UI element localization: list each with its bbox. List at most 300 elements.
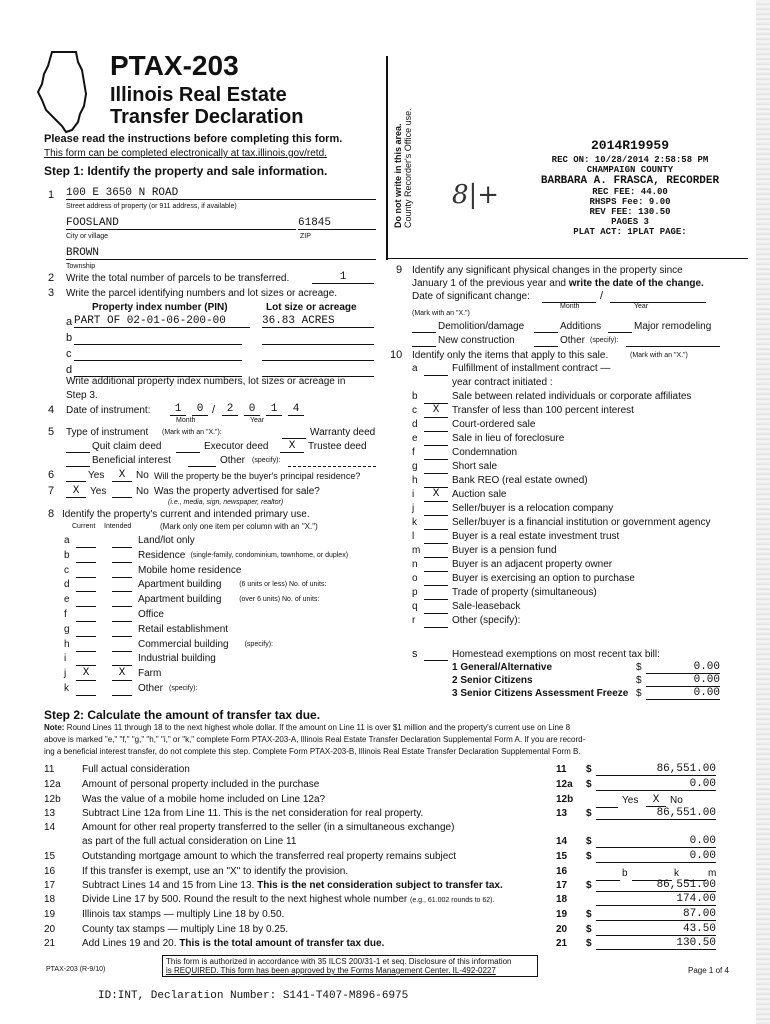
illinois-state-outline-icon bbox=[32, 48, 96, 134]
current-use-checkbox[interactable] bbox=[76, 578, 96, 592]
stamp-pages: PAGES 3 bbox=[611, 217, 649, 227]
mobile-home-yes-checkbox[interactable] bbox=[596, 806, 618, 808]
use-label: Land/lot only bbox=[138, 535, 195, 546]
intended-use-checkbox[interactable] bbox=[112, 578, 132, 592]
calc-line-desc: Subtract Line 12a from Line 11. This is the net consideration for real property. bbox=[82, 808, 424, 819]
sale-letter: g bbox=[412, 461, 418, 472]
use-label: Retail establishment bbox=[138, 623, 229, 635]
line3-text: Write the parcel identifying numbers and lot sizes or acreage. bbox=[66, 288, 338, 299]
pin-field[interactable]: PART OF 02-01-06-200-00 bbox=[74, 315, 250, 328]
current-use-checkbox[interactable] bbox=[76, 593, 96, 607]
use-label: Residence bbox=[138, 549, 186, 561]
current-use-checkbox[interactable]: X bbox=[76, 667, 96, 681]
use-letter: h bbox=[64, 638, 70, 650]
advertised-yes-label: Yes bbox=[90, 486, 107, 497]
other-change-specify: (specify): bbox=[590, 337, 619, 344]
sale-condition-label: Seller/buyer is a financial institution or government agency bbox=[452, 517, 711, 528]
sale-condition-label: Buyer is an adjacent property owner bbox=[452, 559, 613, 570]
calc-line-example: (e.g., 61.002 rounds to 62). bbox=[410, 897, 495, 904]
calc-line-desc: Amount of personal property included in the purchase bbox=[82, 779, 320, 790]
step2-heading: Step 2: Calculate the amount of transfer tax due. bbox=[44, 708, 321, 722]
principal-residence-yes-checkbox[interactable] bbox=[66, 480, 86, 482]
sale-letter: l bbox=[412, 531, 415, 542]
use-letter: a bbox=[64, 535, 70, 546]
step2-note1: Round Lines 11 through 18 to the next highest whole dollar. If the amount on Line 11 is over $1 million and the property's current use on Line 8 bbox=[66, 723, 571, 732]
calc-line-text bbox=[82, 938, 384, 949]
form-title-line1: Illinois Real Estate bbox=[110, 84, 287, 106]
sale-condition-label: Buyer is a real estate investment trust bbox=[452, 531, 620, 542]
calc-amount-field[interactable]: 0.00 bbox=[596, 850, 716, 863]
line2-text: Write the total number of parcels to be transferred. bbox=[66, 273, 290, 284]
beneficial-interest-checkbox[interactable] bbox=[66, 465, 90, 467]
use-letter: b bbox=[64, 549, 70, 561]
calc-line-text bbox=[82, 851, 456, 862]
calc-line-text bbox=[82, 880, 503, 891]
pin-field[interactable] bbox=[74, 347, 242, 361]
instructions-bold: Please read the instructions before completing this form. bbox=[44, 133, 343, 145]
intended-use-checkbox[interactable] bbox=[112, 593, 132, 607]
principal-residence-no-label: No bbox=[136, 470, 149, 481]
dollar-sign: $ bbox=[586, 808, 592, 819]
use-label: Industrial building bbox=[138, 653, 216, 665]
dollar-sign: $ bbox=[586, 764, 592, 775]
line9-text1: Identify any significant physical changes in the property since bbox=[412, 265, 683, 276]
use-letter: d bbox=[64, 579, 70, 591]
stamp-doc-number: 2014R19959 bbox=[590, 138, 669, 153]
exempt-k-label: k bbox=[674, 868, 679, 879]
pin-row-letter: b bbox=[66, 332, 73, 344]
pin-row-letter: d bbox=[66, 364, 73, 376]
sale-letter: q bbox=[412, 601, 418, 612]
demolition-label: Demolition/damage bbox=[438, 321, 525, 332]
use-extra: (specify): bbox=[169, 685, 198, 692]
sale-condition-checkbox[interactable] bbox=[424, 460, 448, 474]
sale-condition-checkbox[interactable] bbox=[424, 474, 448, 488]
line9-mark-note: (Mark with an "X.") bbox=[412, 310, 470, 317]
intended-use-checkbox[interactable] bbox=[112, 682, 132, 696]
date-month-digit2[interactable]: 0 bbox=[192, 403, 208, 416]
additional-pins-step3: Step 3. bbox=[66, 390, 98, 401]
other-instrument-checkbox[interactable] bbox=[188, 465, 216, 467]
line7-number: 7 bbox=[48, 485, 55, 497]
dollar-sign: $ bbox=[586, 851, 592, 862]
calc-line-desc: Subtract Lines 14 and 15 from Line 13. bbox=[82, 880, 255, 891]
stamp-county: CHAMPAIGN COUNTY bbox=[586, 165, 674, 175]
declaration-number: ID:INT, Declaration Number: S141-T407-M896-6975 bbox=[98, 990, 409, 1002]
lot-size-field[interactable]: 36.83 ACRES bbox=[262, 315, 374, 328]
calc-amount-field[interactable]: 86,551.00 bbox=[596, 763, 716, 776]
executor-deed-label: Executor deed bbox=[204, 441, 269, 452]
lot-size-field[interactable] bbox=[262, 363, 374, 377]
step1-heading: Step 1: Identify the property and sale information. bbox=[44, 164, 328, 178]
sale-condition-checkbox[interactable] bbox=[424, 544, 448, 558]
intended-use-checkbox[interactable] bbox=[112, 638, 132, 652]
calc-line-text bbox=[82, 794, 325, 805]
calc-amount-field[interactable]: 0.00 bbox=[596, 835, 716, 848]
line8-mark-note: (Mark only one item per column with an "X.") bbox=[160, 522, 318, 531]
city-caption: City or village bbox=[66, 233, 109, 240]
other-change-field[interactable] bbox=[626, 345, 720, 347]
current-use-checkbox[interactable] bbox=[76, 549, 96, 563]
sale-letter: r bbox=[412, 615, 416, 626]
principal-residence-no-checkbox[interactable]: X bbox=[112, 469, 132, 482]
pin-row-letter: c bbox=[66, 348, 72, 360]
current-use-checkbox[interactable] bbox=[76, 534, 96, 548]
sale-condition-checkbox[interactable]: X bbox=[424, 404, 448, 418]
demolition-checkbox[interactable] bbox=[412, 331, 436, 333]
line9-number: 9 bbox=[396, 264, 403, 276]
calc-line-number: 11 bbox=[44, 764, 55, 775]
sale-condition-checkbox[interactable] bbox=[424, 614, 448, 628]
exemption-amount-field[interactable]: 0.00 bbox=[646, 661, 720, 674]
intended-use-checkbox[interactable] bbox=[112, 534, 132, 548]
calc-line-ref: 13 bbox=[556, 808, 568, 819]
step2-note-label: Note: bbox=[44, 723, 65, 732]
exempt-m-label: m bbox=[708, 868, 717, 879]
sale-condition-label: year contract initiated : bbox=[452, 377, 553, 388]
other-change-checkbox[interactable] bbox=[534, 345, 558, 347]
zip-caption: ZIP bbox=[300, 233, 311, 240]
lot-column-header: Lot size or acreage bbox=[266, 302, 357, 313]
exemption-label: 3 Senior Citizens Assessment Freeze bbox=[452, 688, 629, 699]
sale-letter: b bbox=[412, 391, 418, 402]
calc-line-ref: 15 bbox=[556, 851, 568, 862]
quit-claim-label: Quit claim deed bbox=[92, 441, 162, 452]
line8-number: 8 bbox=[48, 508, 55, 520]
trustee-deed-checkbox[interactable]: X bbox=[280, 440, 304, 453]
date-month-caption: Month bbox=[176, 417, 196, 424]
sale-condition-checkbox[interactable] bbox=[424, 390, 448, 404]
sale-condition-checkbox[interactable] bbox=[424, 516, 448, 530]
sale-condition-checkbox[interactable] bbox=[424, 572, 448, 586]
use-letter: f bbox=[64, 609, 67, 620]
dollar-sign: $ bbox=[586, 924, 592, 935]
calc-line-ref: 12b bbox=[556, 794, 574, 805]
other-instrument-specify: (specify): bbox=[252, 457, 281, 464]
sale-letter: a bbox=[412, 363, 418, 374]
line5-text: Type of instrument bbox=[66, 427, 149, 438]
sale-letter: f bbox=[412, 447, 415, 458]
sale-condition-checkbox[interactable] bbox=[424, 558, 448, 572]
authorization-line1: This form is authorized in accordance with 35 ILCS 200/31-1 et seq. Disclosure of this information bbox=[166, 957, 512, 966]
county-box-bottom bbox=[386, 258, 748, 259]
line2-number: 2 bbox=[48, 272, 55, 284]
mobile-home-no-checkbox[interactable]: X bbox=[646, 794, 666, 807]
line9-text2b: write the date of the change. bbox=[568, 278, 704, 289]
sale-condition-checkbox[interactable] bbox=[424, 362, 448, 376]
use-letter: c bbox=[64, 564, 69, 576]
dollar-sign: $ bbox=[586, 909, 592, 920]
calc-line-text bbox=[82, 894, 494, 905]
sale-condition-label: Court-ordered sale bbox=[452, 419, 536, 430]
current-use-checkbox[interactable] bbox=[76, 682, 96, 696]
remodeling-checkbox[interactable] bbox=[608, 331, 632, 333]
sale-condition-label: Fulfillment of installment contract — bbox=[452, 363, 611, 374]
intended-use-checkbox[interactable] bbox=[112, 652, 132, 666]
calc-amount-field[interactable]: 174.00 bbox=[596, 893, 716, 906]
recorder-stamp bbox=[520, 138, 740, 237]
change-year-field[interactable] bbox=[610, 301, 706, 303]
stamp-rhsps-fee: RHSPS Fee: 9.00 bbox=[589, 197, 671, 207]
warranty-deed-checkbox[interactable] bbox=[282, 437, 306, 439]
change-month-caption: Month bbox=[560, 303, 580, 310]
sale-letter: p bbox=[412, 587, 418, 598]
advertised-yes-checkbox[interactable]: X bbox=[66, 485, 86, 498]
step2-note-line1 bbox=[44, 723, 570, 732]
other-instrument-label: Other bbox=[220, 455, 246, 466]
form-id: PTAX-203 (R-9/10) bbox=[46, 966, 106, 973]
trustee-deed-label: Trustee deed bbox=[308, 441, 367, 452]
sale-condition-label: Trade of property (simultaneous) bbox=[452, 587, 597, 598]
line5-number: 5 bbox=[48, 426, 55, 438]
township-field[interactable]: BROWN bbox=[66, 247, 376, 260]
use-letter: e bbox=[64, 594, 70, 606]
sale-condition-label: Sale-leaseback bbox=[452, 601, 521, 612]
calc-amount-field[interactable]: 43.50 bbox=[596, 923, 716, 936]
step2-note-line3: ing a beneficial interest transfer, do not complete this step. Complete Form PTAX-203-B, Illinois Real Estate Transfer Declaration Supplemental Form B. bbox=[44, 747, 581, 756]
township-caption: Township bbox=[66, 263, 96, 270]
use-label: Commercial building bbox=[138, 638, 229, 650]
sale-condition-checkbox[interactable] bbox=[424, 432, 448, 446]
calc-line-number: 12a bbox=[44, 779, 61, 790]
line3-number: 3 bbox=[48, 287, 55, 299]
current-use-checkbox[interactable] bbox=[76, 652, 96, 666]
use-label: Apartment building bbox=[138, 579, 222, 591]
line4-text: Date of instrument: bbox=[66, 405, 151, 416]
exemption-amount-field[interactable]: 0.00 bbox=[646, 687, 720, 700]
calc-amount-field[interactable]: 0.00 bbox=[596, 778, 716, 791]
line1-number: 1 bbox=[48, 189, 55, 201]
calc-line-desc: Was the value of a mobile home included on Line 12a? bbox=[82, 794, 326, 805]
intended-use-checkbox[interactable] bbox=[112, 549, 132, 563]
calc-line-number: 19 bbox=[44, 909, 56, 920]
use-letter: g bbox=[64, 623, 70, 635]
additions-label: Additions bbox=[560, 321, 602, 332]
line5-mark-note: (Mark with an "X."): bbox=[162, 429, 222, 436]
use-letter: k bbox=[64, 683, 69, 694]
homestead-text: Homestead exemptions on most recent tax bill: bbox=[452, 649, 660, 660]
calc-line-number: 17 bbox=[44, 880, 56, 891]
other-change-label: Other bbox=[560, 335, 586, 346]
additional-pins-text: Write additional property index numbers, lot sizes or acreage in bbox=[66, 376, 346, 387]
authorization-box bbox=[162, 955, 538, 977]
advertised-no-label: No bbox=[136, 486, 149, 497]
sale-condition-label: Seller/buyer is a relocation company bbox=[452, 503, 614, 514]
do-not-write-label: Do not write in this area. bbox=[393, 123, 403, 228]
stamp-rev-fee: REV FEE: 130.50 bbox=[589, 207, 671, 217]
calc-line-desc: Amount for other real property transferred to the seller (in a simultaneous exchange) bbox=[82, 822, 455, 833]
other-instrument-field[interactable] bbox=[288, 465, 376, 467]
zip-field[interactable]: 61845 bbox=[298, 217, 376, 230]
current-use-checkbox[interactable] bbox=[76, 564, 96, 578]
street-caption: Street address of property (or 911 address, if available) bbox=[66, 203, 237, 210]
change-year-caption: Year bbox=[634, 303, 649, 310]
homestead-checkbox[interactable] bbox=[424, 659, 448, 661]
sale-condition-checkbox[interactable]: X bbox=[424, 488, 448, 502]
calc-line-desc2: as part of the full actual consideration on Line 11 bbox=[82, 836, 297, 847]
exempt-k-field[interactable] bbox=[632, 879, 672, 881]
intended-use-checkbox[interactable] bbox=[112, 608, 132, 622]
current-use-checkbox[interactable] bbox=[76, 623, 96, 637]
line10-mark-note: (Mark with an "X.") bbox=[630, 352, 688, 359]
calc-line-text bbox=[82, 866, 348, 877]
sale-condition-label: Transfer of less than 100 percent interest bbox=[452, 405, 634, 416]
sale-condition-checkbox[interactable] bbox=[424, 530, 448, 544]
line8-text: Identify the property's current and intended primary use. bbox=[62, 509, 310, 520]
current-use-checkbox[interactable] bbox=[76, 608, 96, 622]
calc-line-desc: Outstanding mortgage amount to which the transferred real property remains subject bbox=[82, 851, 457, 862]
scan-edge-strip bbox=[756, 0, 770, 1024]
calc-line-bold: This is the total amount of transfer tax due. bbox=[179, 938, 385, 949]
calc-line-ref: 20 bbox=[556, 924, 568, 935]
stamp-plat: PLAT ACT: 1PLAT PAGE: bbox=[573, 227, 687, 237]
calc-line-bold: This is the net consideration subject to transfer tax. bbox=[257, 880, 503, 891]
quit-claim-checkbox[interactable] bbox=[66, 451, 90, 453]
dollar-sign: $ bbox=[586, 938, 592, 949]
sale-letter: j bbox=[412, 503, 415, 514]
calc-line-number: 13 bbox=[44, 808, 56, 819]
sale-condition-checkbox[interactable] bbox=[424, 600, 448, 614]
calc-line-number: 12b bbox=[44, 794, 61, 805]
use-label: Apartment building bbox=[138, 594, 222, 606]
sale-letter: d bbox=[412, 419, 418, 430]
use-letter: j bbox=[64, 668, 67, 680]
calc-line-desc: Add Lines 19 and 20. bbox=[82, 938, 177, 949]
calc-line-number: 14 bbox=[44, 822, 56, 833]
lot-size-field[interactable] bbox=[262, 331, 374, 345]
beneficial-interest-label: Beneficial interest bbox=[92, 455, 171, 466]
sale-condition-checkbox[interactable] bbox=[424, 586, 448, 600]
sale-letter: e bbox=[412, 433, 418, 444]
page-number: Page 1 of 4 bbox=[688, 966, 729, 975]
use-extra: (6 units or less) No. of units: bbox=[239, 581, 327, 589]
advertised-examples: (i.e., media, sign, newspaper, realtor) bbox=[168, 499, 284, 506]
county-use-label: County Recorder's Office use. bbox=[403, 108, 413, 228]
county-box-divider bbox=[386, 56, 388, 260]
calc-amount-field[interactable]: 87.00 bbox=[596, 908, 716, 921]
line4-number: 4 bbox=[48, 404, 55, 416]
date-month-digit1[interactable]: 1 bbox=[170, 403, 186, 416]
stamp-recorder: BARBARA A. FRASCA, RECORDER bbox=[540, 175, 720, 187]
instructions-link[interactable]: This form can be completed electronically at tax.illinois.gov/retd. bbox=[44, 148, 327, 159]
line9-text2a: January 1 of the previous year and bbox=[412, 278, 566, 289]
dollar-sign: $ bbox=[636, 688, 642, 699]
use-label: Other bbox=[138, 683, 164, 694]
homestead-letter: s bbox=[412, 648, 418, 660]
sale-condition-label: Sale in lieu of foreclosure bbox=[452, 433, 565, 444]
dollar-sign: $ bbox=[586, 836, 592, 847]
date-year-digit3[interactable]: 1 bbox=[266, 403, 282, 416]
lot-size-field[interactable] bbox=[262, 347, 374, 361]
line10-text: Identify only the items that apply to this sale. bbox=[412, 350, 609, 361]
street-address-field[interactable]: 100 E 3650 N ROAD bbox=[66, 187, 376, 200]
sale-condition-label: Other (specify): bbox=[452, 615, 521, 626]
intended-use-checkbox[interactable]: X bbox=[112, 667, 132, 681]
advertised-question: Was the property advertised for sale? bbox=[154, 486, 320, 497]
date-year-digit4[interactable]: 4 bbox=[288, 403, 304, 416]
city-field[interactable]: FOOSLAND bbox=[66, 217, 296, 230]
exempt-b-field[interactable] bbox=[596, 879, 620, 881]
sale-condition-label: Auction sale bbox=[452, 489, 507, 500]
sale-letter: c bbox=[412, 405, 417, 416]
calc-line-ref: 17 bbox=[556, 880, 568, 891]
current-use-checkbox[interactable] bbox=[76, 638, 96, 652]
date-separator: / bbox=[212, 404, 216, 416]
pin-row-letter: a bbox=[66, 316, 73, 328]
line9-text3: Date of significant change: bbox=[412, 291, 530, 302]
calc-line-ref: 21 bbox=[556, 938, 568, 949]
calc-line-text bbox=[82, 909, 284, 920]
intended-use-checkbox[interactable] bbox=[112, 564, 132, 578]
date-year-digit1[interactable]: 2 bbox=[222, 403, 238, 416]
date-year-digit2[interactable]: 0 bbox=[244, 403, 260, 416]
calc-line-ref: 14 bbox=[556, 836, 568, 847]
advertised-no-checkbox[interactable] bbox=[112, 496, 132, 498]
form-title: PTAX-203 bbox=[110, 50, 239, 81]
sale-condition-checkbox[interactable] bbox=[424, 418, 448, 432]
calc-line-text bbox=[82, 808, 423, 819]
calc-line-ref: 16 bbox=[556, 866, 568, 877]
new-construction-checkbox[interactable] bbox=[412, 345, 436, 347]
line10-number: 10 bbox=[390, 349, 403, 361]
dollar-sign: $ bbox=[636, 662, 642, 673]
pin-field[interactable] bbox=[74, 363, 242, 377]
calc-amount-field[interactable]: 130.50 bbox=[596, 937, 716, 950]
calc-line-desc: Full actual consideration bbox=[82, 764, 190, 775]
warranty-deed-label: Warranty deed bbox=[310, 427, 376, 438]
date-year-caption: Year bbox=[250, 417, 265, 424]
sale-condition-label: Buyer is exercising an option to purchase bbox=[452, 573, 635, 584]
pin-field[interactable] bbox=[74, 331, 242, 345]
current-column-header: Current bbox=[72, 523, 96, 530]
calc-line-number: 21 bbox=[44, 938, 56, 949]
exempt-m-field[interactable] bbox=[684, 879, 706, 881]
use-extra: (over 6 units) No. of units: bbox=[239, 596, 320, 604]
executor-deed-checkbox[interactable] bbox=[176, 451, 200, 453]
calc-line-text bbox=[82, 822, 454, 833]
sale-condition-checkbox[interactable] bbox=[424, 446, 448, 460]
sale-letter: m bbox=[412, 545, 421, 556]
intended-use-checkbox[interactable] bbox=[112, 623, 132, 637]
calc-line-desc: County tax stamps — multiply Line 18 by 0.25. bbox=[82, 924, 289, 935]
handwritten-mark: 8|+ bbox=[452, 180, 500, 210]
calc-amount-field[interactable]: 86,551.00 bbox=[596, 807, 716, 820]
remodeling-label: Major remodeling bbox=[634, 321, 712, 332]
pin-column-header: Property index number (PIN) bbox=[92, 302, 228, 313]
exemption-label: 1 General/Alternative bbox=[452, 662, 553, 673]
sale-condition-label: Sale between related individuals or corporate affiliates bbox=[452, 391, 692, 402]
calc-line-number: 18 bbox=[44, 894, 56, 905]
use-label: Office bbox=[138, 609, 164, 620]
sale-letter: n bbox=[412, 559, 418, 570]
calc-line-number: 15 bbox=[44, 851, 56, 862]
additions-checkbox[interactable] bbox=[534, 331, 558, 333]
calc-amount-field[interactable]: 86,551.00 bbox=[596, 879, 716, 892]
use-label: Mobile home residence bbox=[138, 564, 242, 576]
exemption-amount-field[interactable]: 0.00 bbox=[646, 674, 720, 687]
calc-line-text bbox=[82, 779, 319, 790]
form-title-line2: Transfer Declaration bbox=[110, 106, 304, 128]
principal-residence-yes-label: Yes bbox=[88, 470, 105, 481]
line6-number: 6 bbox=[48, 469, 55, 481]
authorization-line2: is REQUIRED. This form has been approved by the Forms Management Center. IL-492-0227 bbox=[166, 966, 496, 975]
intended-column-header: Intended bbox=[104, 523, 132, 530]
parcel-count-field[interactable]: 1 bbox=[312, 271, 374, 284]
sale-letter: i bbox=[412, 489, 415, 500]
use-letter: i bbox=[64, 653, 67, 665]
calc-line-desc: Divide Line 17 by 500. Round the result to the next highest whole number bbox=[82, 894, 408, 905]
sale-condition-checkbox[interactable] bbox=[424, 502, 448, 516]
